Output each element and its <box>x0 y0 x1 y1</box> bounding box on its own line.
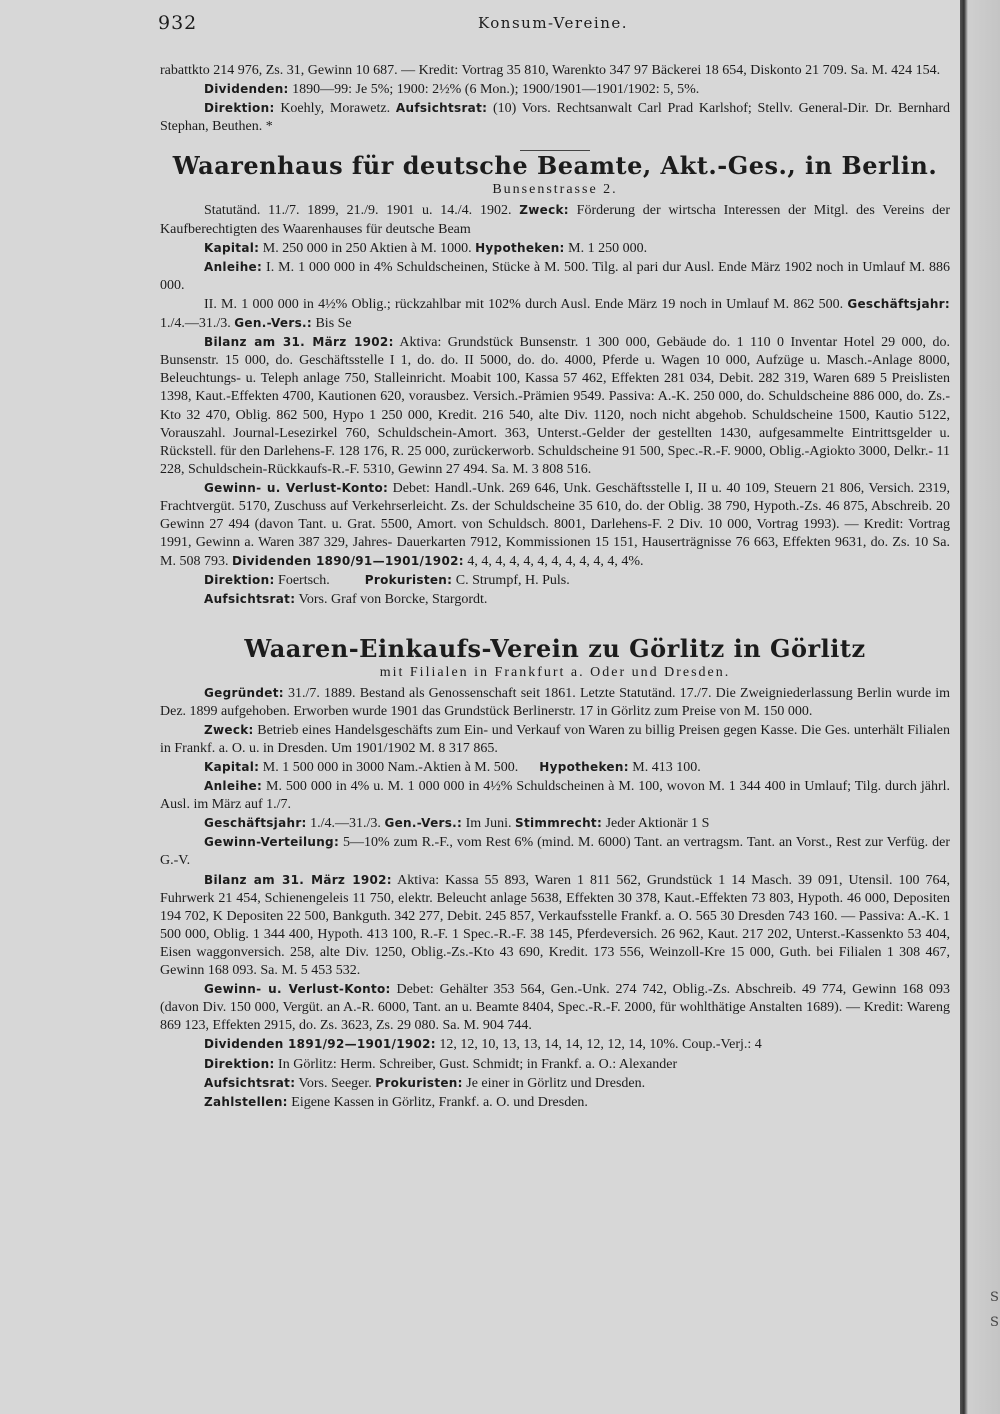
c1-guv <box>160 479 950 571</box>
c1-anleihe-2 <box>160 295 950 333</box>
direktion-text: Koehly, Morawetz. <box>280 101 391 117</box>
c2-gewinn-verteilung <box>160 833 950 870</box>
c2-zweck-label: Zweck: <box>204 722 254 737</box>
c2-zweck-text: Betrieb eines Handelsgeschäfts zum Ein- und Verkauf von Waren zu billig Preisen gegen Kasse. Die Ges. unterhält Filialen in Frankf. a. O. u. in Dresden. Um 1901/1902 M. 8 317 865. <box>160 722 951 756</box>
c2-div-text: 12, 12, 10, 13, 13, 14, 14, 12, 12, 14, 10%. Coup.-Verj.: 4 <box>439 1037 762 1053</box>
c2-hypotheken-label: Hypotheken: <box>539 760 629 774</box>
c1-statut-zweck <box>160 201 950 238</box>
c1-direktion-text: Foertsch. <box>278 573 330 589</box>
c2-zahlstellen-label: Zahlstellen: <box>204 1094 288 1109</box>
c2-gegr-text: 31./7. 1889. Bestand als Genossenschaft seit 1861. Letzte Statutänd. 17./7. Die Zweigniederlassung Berlin wurde im Dez. 1899 aufgehoben. Erworben wurde 1901 das Grundstück Berlinerstr. 17 in Görlitz zum Preise von M. 150 000. <box>160 685 951 719</box>
direktion-label: Direktion: <box>204 101 275 116</box>
c2-gegruendet <box>160 684 950 721</box>
c1-direktion <box>160 571 950 590</box>
c2-kapital-label: Kapital: <box>204 760 260 774</box>
c1-gv-label: Gen.-Vers.: <box>234 316 312 331</box>
c1-kapital-label: Kapital: <box>204 240 260 255</box>
c2-stimm-label: Stimmrecht: <box>515 816 603 831</box>
c1-anleihe <box>160 258 950 295</box>
c2-zweck <box>160 721 950 758</box>
c2-direktion-text: In Görlitz: Herm. Schreiber, Gust. Schmidt; in Frankf. a. O.: Alexander <box>278 1056 678 1072</box>
gutter-mark-1: S <box>990 1290 999 1305</box>
dividenden-label: Dividenden: <box>204 82 289 97</box>
c2-div-label: Dividenden 1891/92—1901/1902: <box>204 1037 436 1052</box>
c2-gj <box>160 814 950 833</box>
c1-bilanz-label: Bilanz am 31. März 1902: <box>204 335 394 350</box>
c1-guv-text: Debet: Handl.-Unk. 269 646, Unk. Geschäftsstelle I, II u. 40 109, Steuern 21 806, Versich. 2319, Frachtvergüt. 5170, Zuschuss auf Verkehrserleicht. Zs. der Schuldscheine 35 610, do. der Oblig. 38 790, Hypoth.-Zs. 46 875, Abschreib. 20 Gewinn 27 494 (davon Tant. u. Grat. 5500, Amort. von Schuldsch. 8001, Darlehens-F. 2 Div. 10 000, Vortrag 1993). — Kredit: Vortrag 1991, Gewinn a. Waren 387 329, Jahres- Dauerkarten 7912, Kommissionen 15 151, Hauserträgnisse 76 663, Effekten 9631, do. Zs. 10 Sa. M. 508 793. <box>160 480 950 570</box>
c2-gv-text: Im Juni. <box>465 816 512 832</box>
aufsichtsrat-text: (10) Vors. Rechtsanwalt Carl Prad Karlshof; Stellv. General-Dir. Dr. Bernhard Stephan, Beuthen. <box>160 101 951 135</box>
c2-prokuristen-text: Je einer in Görlitz und Dresden. <box>466 1075 646 1091</box>
end-mark: * <box>265 119 273 135</box>
c2-anleihe-label: Anleihe: <box>204 779 263 794</box>
c2-anleihe <box>160 777 950 814</box>
c1-div-text: 4, 4, 4, 4, 4, 4, 4, 4, 4, 4, 4, 4%. <box>467 554 644 570</box>
intro-accounts: rabattkto 214 976, Zs. 31, Gewinn 10 687. — Kredit: Vortrag 35 810, Warenkto 347 97 Bäckerei 18 654, Diskonto 21 709. Sa. M. 424 154. <box>160 63 941 78</box>
c2-guv <box>160 980 950 1035</box>
c2-kapital <box>160 758 950 777</box>
company-title-waarenhaus: Waarenhaus für deutsche Beamte, Akt.-Ges., in Berlin. <box>172 151 938 181</box>
c1-kapital <box>160 239 950 258</box>
c2-anleihe-text: M. 500 000 in 4% u. M. 1 000 000 in 4½% Schuldscheinen à M. 100, wovon M. 1 344 400 in Umlauf; Tilg. durch jährl. Ausl. im März auf 1./7. <box>160 779 950 813</box>
c1-kapital-text: M. 250 000 in 250 Aktien à M. 1000. <box>262 240 472 256</box>
c1-anleihe-label: Anleihe: <box>204 259 263 274</box>
c2-kapital-text: M. 1 500 000 in 3000 Nam.-Aktien à M. 500. <box>262 760 519 775</box>
c1-hypotheken-text: M. 1 250 000. <box>568 240 648 256</box>
intro-dividends <box>160 80 950 99</box>
c2-hypotheken-text: M. 413 100. <box>632 760 701 775</box>
c1-bilanz-text: Aktiva: Grundstück Bunsenstr. 1 300 000, Gebäude do. 1 110 0 Inventar Hotel 29 000, do. Bunsenstr. 15 000, do. Geschäftsstelle I 1, do. do. II 5000, do. do. 4000, Pferde u. Wagen 10 000, Aufzüge u. Masch.-Anlage 8000, Beleuchtungs- u. Teleph anlage 750, Stalleinricht. Moabit 100, Kassa 57 462, Effekten 281 034, Debit. 282 319, Waren 689 5 Preislisten 1398, Kaut.-Effekten 4700, Kautionen 620, vorausbez. Versich.-Prämien 9549. Passiva: A.-K. 250 000, do. Schuldscheine 886 000, do. Zs.-Kto 32 470, Oblig. 862 500, Hypo 1 250 000, Kredit. 216 540, alte Div. 1120, noch nicht abgehob. Schuldscheine 1500, Kautio 5122, Vorauszahl. Journal-Lesezirkel 760, Schuldschein-Amort. 363, Unterst.-Gelder der gestellten 1430, aufgesammelte Eintrittsgelder u. Rückstell. für den Darlehens-F. 128 176, R. 25 000, zurückerworb. Schuldscheine 91 500, Spec.-R.-F. 9000, Oblig.-Agiokto 3000, Delkr.- 11 228, Schuldschein-Rückkaufs-R.-F. 5310, Gewinn 27 494. Sa. M. 3 808 516. <box>160 335 950 477</box>
c1-guv-label: Gewinn- u. Verlust-Konto: <box>204 480 389 495</box>
c2-guv-text: Debet: Gehälter 353 564, Gen.-Unk. 274 742, Oblig.-Zs. Abschreib. 49 774, Gewinn 168 093 (davon Div. 150 000, Vergüt. an A.-R. 6000, Tant. an u. Beamte 8404, Spec.-R.-F. 2000, für wohlthätige Anstalten 1689). — Kredit: Wareng 869 123, Effekten 2915, do. Zs. 3623, Zs. 29 080. Sa. M. 904 744. <box>160 982 950 1034</box>
c2-bilanz-label: Bilanz am 31. März 1902: <box>204 872 392 887</box>
c1-aufsichtsrat-label: Aufsichtsrat: <box>204 592 296 607</box>
c2-gj-text: 1./4.—31./3. <box>310 816 381 832</box>
c2-guv-label: Gewinn- u. Verlust-Konto: <box>204 982 391 997</box>
c1-gv-text: Bis Se <box>315 316 352 332</box>
dividenden-text: 1890—99: Je 5%; 1900: 2½% (6 Mon.); 1900/1901—1901/1902: 5, 5%. <box>292 82 700 98</box>
book-gutter <box>960 0 1000 1414</box>
intro-management <box>160 99 950 136</box>
c2-aufsichtsrat <box>160 1074 950 1093</box>
c2-prokuristen-label: Prokuristen: <box>375 1075 463 1090</box>
c1-statut: Statutänd. 11./7. 1899, 21./9. 1901 u. 14./4. 1902. <box>204 203 512 219</box>
company-branches: mit Filialen in Frankfurt a. Oder und Dresden. <box>379 664 731 680</box>
c1-aufsichtsrat <box>160 590 950 609</box>
company-address: Bunsenstrasse 2. <box>492 182 618 198</box>
c1-aufsichtsrat-text: Vors. Graf von Borcke, Stargordt. <box>298 592 488 608</box>
c2-direktion-label: Direktion: <box>204 1056 275 1071</box>
page-header <box>158 12 948 36</box>
c2-zahlstellen <box>160 1093 950 1112</box>
c2-zahlstellen-text: Eigene Kassen in Görlitz, Frankf. a. O. und Dresden. <box>291 1094 588 1110</box>
c2-bilanz <box>160 871 950 981</box>
c2-bilanz-text: Aktiva: Kassa 55 893, Waren 1 811 562, Grundstück 1 14 Masch. 39 091, Utensil. 100 764, Fuhrwerk 21 454, Schienengeleis 11 750, elektr. Beleucht anlage 5638, Effekten 30 378, Kaut.-Effekten 73 803, Hypoth. 46 000, Depositen 194 702, K Depositen 22 500, Bankguth. 342 277, Debit. 245 857, Verkaufsstelle Frankf. a. O. 565 30 Dresden 743 160. — Passiva: A.-K. 1 500 000, Oblig. 1 344 400, Hypoth. 413 100, R.-F. 1 Spec.-R.-F. 38 145, Pferdeversich. 26 962, Kaut. 217 202, Unterst.-Kassenkto 53 404, Eisen waggonversich. 258, alte Div. 1250, Oblig.-Zs.-Kto 43 690, Kredit. 173 556, Weinzoll-Kre 15 000, Guth. bei Filialen 1 308 467, Gewinn 168 093. Sa. M. 5 453 532. <box>160 872 950 979</box>
c2-gegr-label: Gegründet: <box>204 685 284 700</box>
c2-gewvert-label: Gewinn-Verteilung: <box>204 835 340 850</box>
company-title-waaren-einkaufs-verein: Waaren-Einkaufs-Verein zu Görlitz in Görlitz <box>244 633 866 663</box>
c1-div-label: Dividenden 1890/91—1901/1902: <box>231 554 464 569</box>
c2-gv-label: Gen.-Vers.: <box>384 816 463 831</box>
c1-hypotheken-label: Hypotheken: <box>475 240 565 255</box>
c2-gj-label: Geschäftsjahr: <box>204 816 307 831</box>
aufsichtsrat-label: Aufsichtsrat: <box>395 101 488 116</box>
running-head: Konsum-Vereine. <box>477 14 629 32</box>
c2-aufsichtsrat-label: Aufsichtsrat: <box>204 1075 296 1090</box>
c1-prokuristen-text: C. Strumpf, H. Puls. <box>455 573 570 589</box>
c2-aufsichtsrat-text: Vors. Seeger. <box>298 1075 372 1091</box>
gutter-mark-2: S <box>990 1315 999 1330</box>
c1-anleihe2-text: II. M. 1 000 000 in 4½% Oblig.; rückzahlbar mit 102% durch Ausl. Ende März 19 noch in Umlauf M. 862 500. <box>204 296 844 312</box>
c1-zweck-label: Zweck: <box>519 203 569 218</box>
c1-direktion-label: Direktion: <box>204 573 275 588</box>
c1-bilanz <box>160 333 950 479</box>
c1-gj-text: 1./4.—31./3. <box>160 316 231 332</box>
c1-gj-label: Geschäftsjahr: <box>847 296 950 311</box>
page-content <box>160 62 950 1112</box>
c2-stimm-text: Jeder Aktionär 1 S <box>605 816 710 832</box>
c2-direktion <box>160 1055 950 1074</box>
page-number: 932 <box>158 12 198 34</box>
c2-gewvert-text: 5—10% zum R.-F., vom Rest 6% (mind. M. 6000) Tant. an vertragsm. Tant. an Vorst., Rest zur Verfüg. der G.-V. <box>160 835 951 869</box>
c1-zweck-text: Förderung der wirtscha Interessen der Mitgl. des Vereins der Kaufberechtigten des Waarenhauses für deutsche Beam <box>160 203 950 237</box>
c2-dividenden <box>160 1035 950 1054</box>
c1-prokuristen-label: Prokuristen: <box>364 573 453 588</box>
c1-anleihe-text: I. M. 1 000 000 in 4% Schuldscheinen, Stücke à M. 500. Tilg. al pari dur Ausl. Ende März 1902 noch in Umlauf M. 886 000. <box>160 259 950 293</box>
